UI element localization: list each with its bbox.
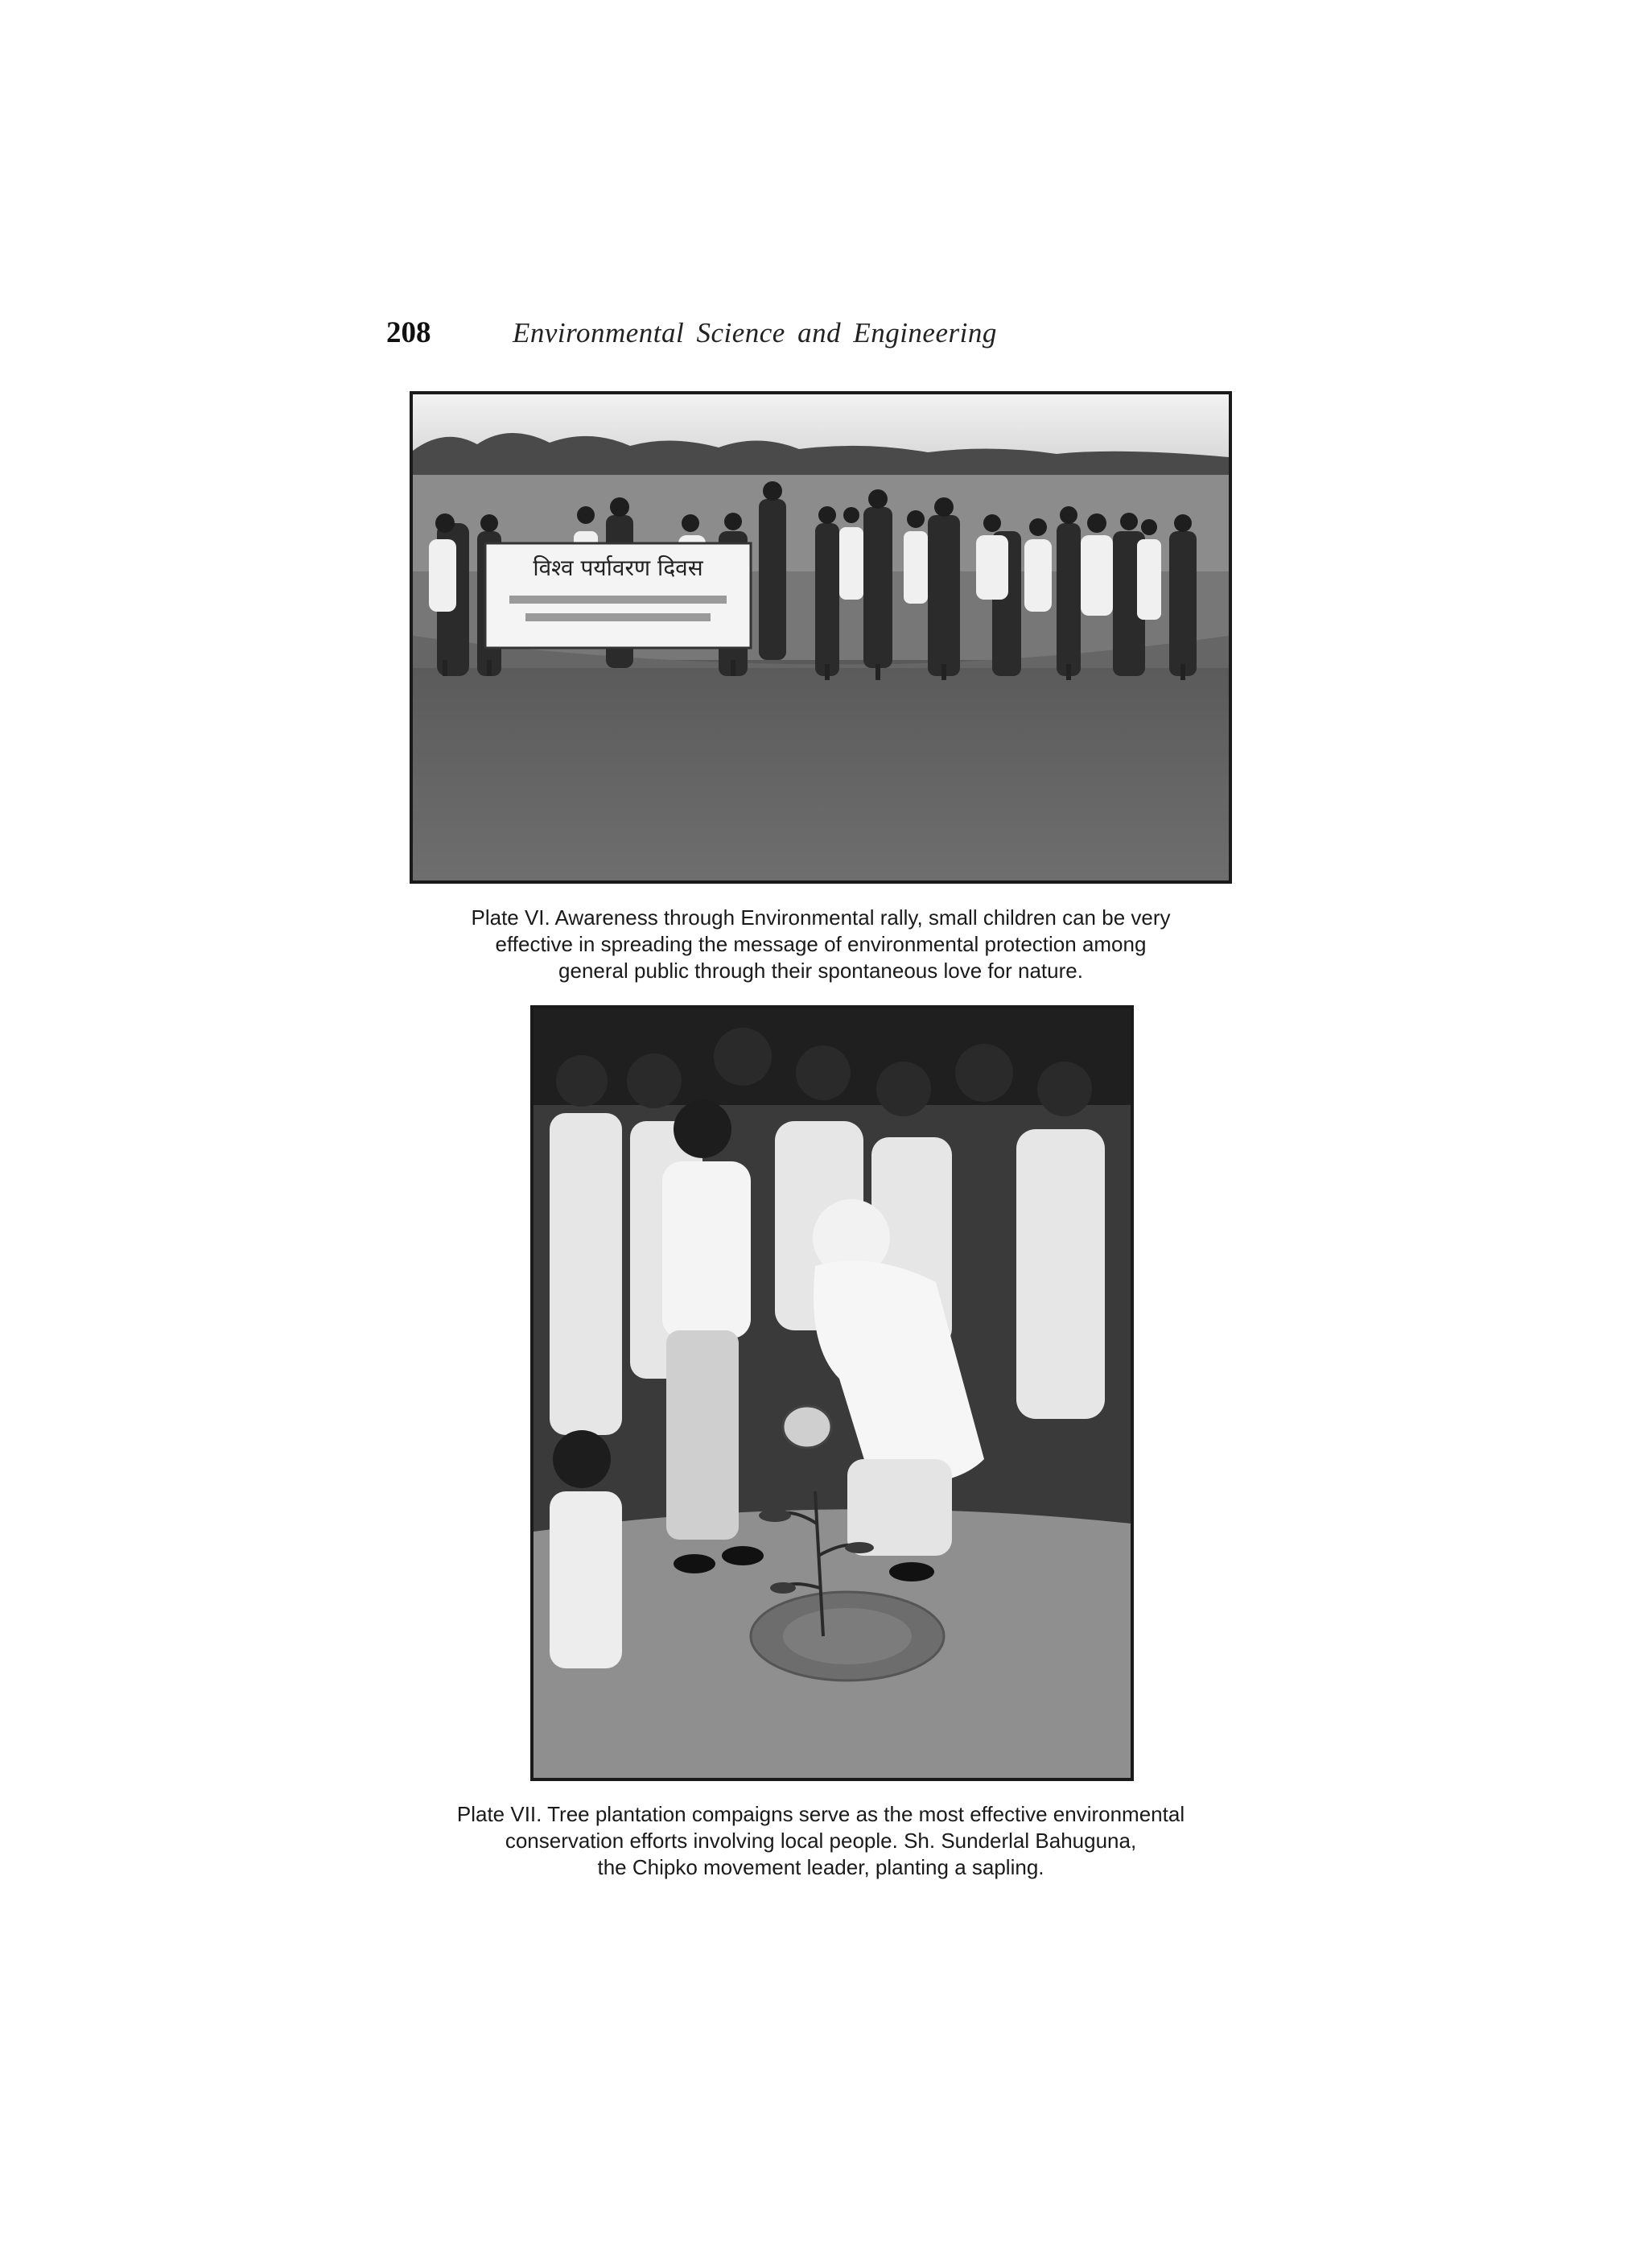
rally-photo-graphic (413, 394, 1229, 880)
banner-text: विश्व पर्यावरण दिवस (533, 555, 703, 581)
tree-planting-photo (530, 1005, 1134, 1781)
page-header (386, 315, 1271, 364)
page-number: 208 (386, 316, 431, 349)
caption-line: conservation efforts involving local people. Sh. Sunderlal Bahuguna, (505, 1829, 1137, 1853)
running-title: Environmental Science and Engineering (513, 317, 997, 348)
tree-planting-photo-graphic (534, 1008, 1131, 1778)
caption-line: general public through their spontaneous love for nature. (558, 959, 1083, 983)
caption-line: Plate VI. Awareness through Environmental rally, small children can be very (471, 905, 1171, 930)
plate-vi-caption (370, 905, 1271, 984)
caption-line: effective in spreading the message of environmental protection among (495, 932, 1147, 956)
plate-vii-caption (370, 1801, 1271, 1881)
caption-line: Plate VII. Tree plantation compaigns serve as the most effective environmental (456, 1802, 1185, 1826)
rally-photo (410, 391, 1232, 884)
caption-line: the Chipko movement leader, planting a sapling. (597, 1855, 1044, 1879)
